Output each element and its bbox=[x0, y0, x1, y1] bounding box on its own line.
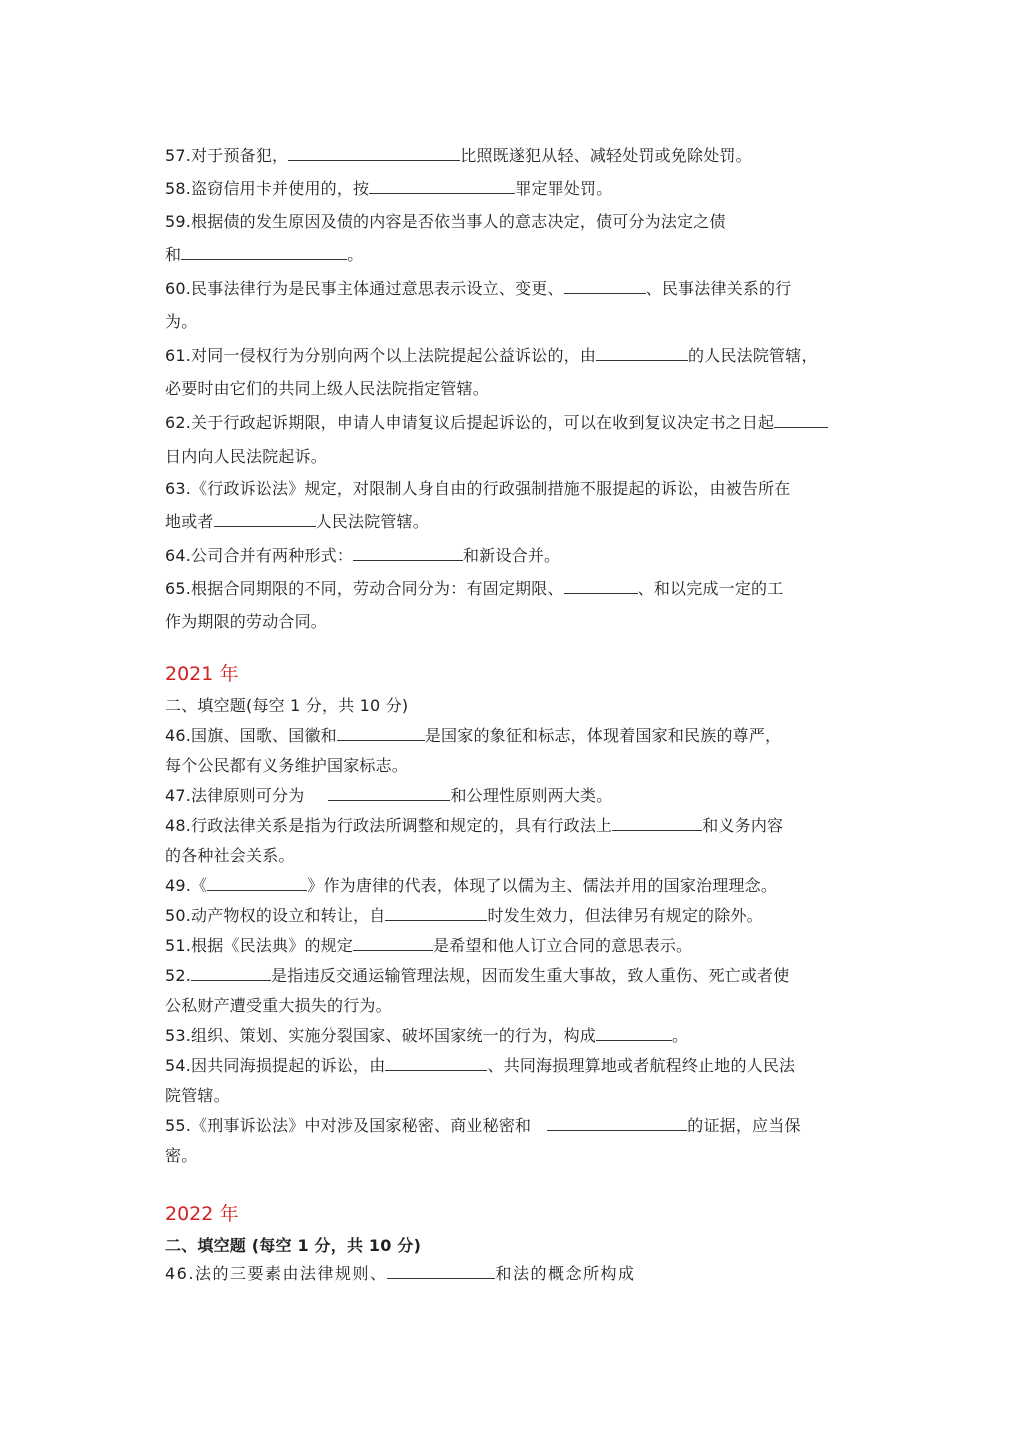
question-text: 是国家的象征和标志，体现着国家和民族的尊严， bbox=[424, 726, 782, 745]
question-64 bbox=[165, 546, 560, 566]
question-text: 65.根据合同期限的不同，劳动合同分为：有固定期限、 bbox=[165, 579, 564, 598]
question-65-line2 bbox=[165, 612, 327, 632]
question-text: 和新设合并。 bbox=[463, 546, 561, 565]
answer-blank bbox=[369, 179, 515, 194]
question-text: 密。 bbox=[165, 1146, 198, 1165]
answer-blank bbox=[612, 816, 702, 831]
question-text: 作为期限的劳动合同。 bbox=[165, 612, 328, 631]
section-subtitle-2021 bbox=[165, 696, 408, 716]
answer-blank bbox=[353, 936, 433, 951]
question-61-line1 bbox=[165, 346, 818, 366]
question-text: 公私财产遭受重大损失的行为。 bbox=[165, 996, 392, 1015]
question-text: 60.民事法律行为是民事主体通过意思表示设立、变更、 bbox=[165, 279, 564, 298]
subtitle-text: 二、填空题(每空 1 分，共 10 分) bbox=[165, 696, 409, 715]
question-50 bbox=[165, 906, 763, 926]
answer-blank bbox=[774, 413, 828, 428]
answer-blank bbox=[181, 245, 347, 260]
question-text: 比照既遂犯从轻、减轻处罚或免除处罚。 bbox=[460, 146, 752, 165]
question-text: 62.关于行政起诉期限，申请人申请复议后提起诉讼的，可以在收到复议决定书之日起 bbox=[165, 413, 775, 432]
question-text: 的各种社会关系。 bbox=[165, 846, 295, 865]
question-text: 51.根据《民法典》的规定 bbox=[165, 936, 354, 955]
question-text: 为。 bbox=[165, 312, 198, 331]
question-55-line1 bbox=[165, 1116, 801, 1136]
question-text: 61.对同一侵权行为分别向两个以上法院提起公益诉讼的，由 bbox=[165, 346, 597, 365]
question-text: 地或者 bbox=[165, 512, 214, 531]
question-text: 50.动产物权的设立和转让，自 bbox=[165, 906, 386, 925]
answer-blank bbox=[337, 726, 425, 741]
answer-blank bbox=[596, 1026, 672, 1041]
question-48-line2 bbox=[165, 846, 295, 866]
question-text: 是指违反交通运输管理法规，因而发生重大事故，致人重伤、死亡或者使 bbox=[271, 966, 790, 985]
answer-blank bbox=[387, 1264, 495, 1279]
question-52-line1 bbox=[165, 966, 789, 986]
question-text: 。 bbox=[347, 245, 364, 264]
heading-year: 2021 bbox=[165, 663, 214, 685]
question-text: 的人民法院管辖， bbox=[688, 346, 818, 365]
question-62-line1 bbox=[165, 413, 828, 433]
answer-blank bbox=[564, 579, 638, 594]
question-text: 必要时由它们的共同上级人民法院指定管辖。 bbox=[165, 379, 490, 398]
question-text: 46.法的三要素由法律规则、 bbox=[165, 1264, 388, 1283]
question-48-line1 bbox=[165, 816, 783, 836]
question-text: 49.《 bbox=[165, 876, 208, 895]
question-60-line2 bbox=[165, 312, 197, 332]
question-54-line2 bbox=[165, 1086, 230, 1106]
question-text: 46.国旗、国歌、国徽和 bbox=[165, 726, 337, 745]
question-62-line2 bbox=[165, 447, 327, 467]
answer-blank bbox=[353, 546, 463, 561]
question-57 bbox=[165, 146, 752, 166]
answer-blank bbox=[214, 512, 316, 527]
question-text: 53.组织、策划、实施分裂国家、破坏国家统一的行为，构成 bbox=[165, 1026, 597, 1045]
question-text: 时发生效力，但法律另有规定的除外。 bbox=[487, 906, 763, 925]
question-text: 58.盗窃信用卡并使用的，按 bbox=[165, 179, 370, 198]
question-49 bbox=[165, 876, 777, 896]
question-text: 47.法律原则可分为 bbox=[165, 786, 305, 805]
question-text: 和义务内容 bbox=[702, 816, 784, 835]
question-51 bbox=[165, 936, 692, 956]
answer-blank bbox=[596, 346, 688, 361]
question-46-2022 bbox=[165, 1264, 635, 1284]
question-text: 52. bbox=[165, 966, 192, 985]
question-text: 和公理性原则两大类。 bbox=[450, 786, 613, 805]
question-54-line1 bbox=[165, 1056, 795, 1076]
question-text: 是希望和他人订立合同的意思表示。 bbox=[433, 936, 693, 955]
question-text: 59.根据债的发生原因及债的内容是否依当事人的意志决定，债可分为法定之债 bbox=[165, 212, 726, 231]
question-58 bbox=[165, 179, 612, 199]
question-text: 日内向人民法院起诉。 bbox=[165, 447, 328, 466]
question-text: 、和以完成一定的工 bbox=[637, 579, 784, 598]
question-59-line1 bbox=[165, 212, 726, 232]
section-subtitle-2022 bbox=[165, 1236, 421, 1256]
question-text: 57.对于预备犯， bbox=[165, 146, 289, 165]
question-text: 和 bbox=[165, 245, 182, 264]
answer-blank bbox=[564, 279, 646, 294]
question-63-line1 bbox=[165, 479, 790, 499]
answer-blank bbox=[328, 786, 450, 801]
answer-blank bbox=[207, 876, 307, 891]
question-text: 、民事法律关系的行 bbox=[645, 279, 792, 298]
question-text: 54.因共同海损提起的诉讼，由 bbox=[165, 1056, 386, 1075]
question-text: 64.公司合并有两种形式： bbox=[165, 546, 354, 565]
question-47 bbox=[165, 786, 612, 806]
question-52-line2 bbox=[165, 996, 392, 1016]
question-53 bbox=[165, 1026, 688, 1046]
question-text: 院管辖。 bbox=[165, 1086, 230, 1105]
section-heading-2022 bbox=[165, 1202, 239, 1226]
question-55-line2 bbox=[165, 1146, 197, 1166]
question-59-line2 bbox=[165, 245, 363, 265]
question-text: 的证据，应当保 bbox=[687, 1116, 801, 1135]
question-text: 。 bbox=[672, 1026, 689, 1045]
answer-blank bbox=[288, 146, 460, 161]
question-46-2021-line2 bbox=[165, 756, 408, 776]
question-61-line2 bbox=[165, 379, 489, 399]
question-text: 63.《行政诉讼法》规定，对限制人身自由的行政强制措施不服提起的诉讼，由被告所在 bbox=[165, 479, 791, 498]
question-text: 》作为唐律的代表，体现了以儒为主、儒法并用的国家治理理念。 bbox=[307, 876, 778, 895]
subtitle-text: 二、填空题 (每空 1 分，共 10 分) bbox=[165, 1236, 422, 1255]
question-46-2021-line1 bbox=[165, 726, 781, 746]
section-heading-2021 bbox=[165, 662, 239, 686]
question-60-line1 bbox=[165, 279, 791, 299]
question-text: 55.《刑事诉讼法》中对涉及国家秘密、商业秘密和 bbox=[165, 1116, 532, 1135]
heading-unit: 年 bbox=[219, 663, 239, 685]
heading-unit: 年 bbox=[219, 1203, 239, 1225]
answer-blank bbox=[385, 906, 487, 921]
question-63-line2 bbox=[165, 512, 429, 532]
question-text: 人民法院管辖。 bbox=[315, 512, 430, 531]
answer-blank bbox=[385, 1056, 487, 1071]
answer-blank bbox=[191, 966, 271, 981]
question-text: 每个公民都有义务维护国家标志。 bbox=[165, 756, 409, 775]
answer-blank bbox=[547, 1116, 687, 1131]
question-text: 罪定罪处罚。 bbox=[515, 179, 613, 198]
question-text: 、共同海损理算地或者航程终止地的人民法 bbox=[487, 1056, 796, 1075]
question-65-line1 bbox=[165, 579, 783, 599]
heading-year: 2022 bbox=[165, 1203, 214, 1225]
question-text: 和法的概念所构成 bbox=[495, 1264, 636, 1283]
question-text: 48.行政法律关系是指为行政法所调整和规定的，具有行政法上 bbox=[165, 816, 613, 835]
